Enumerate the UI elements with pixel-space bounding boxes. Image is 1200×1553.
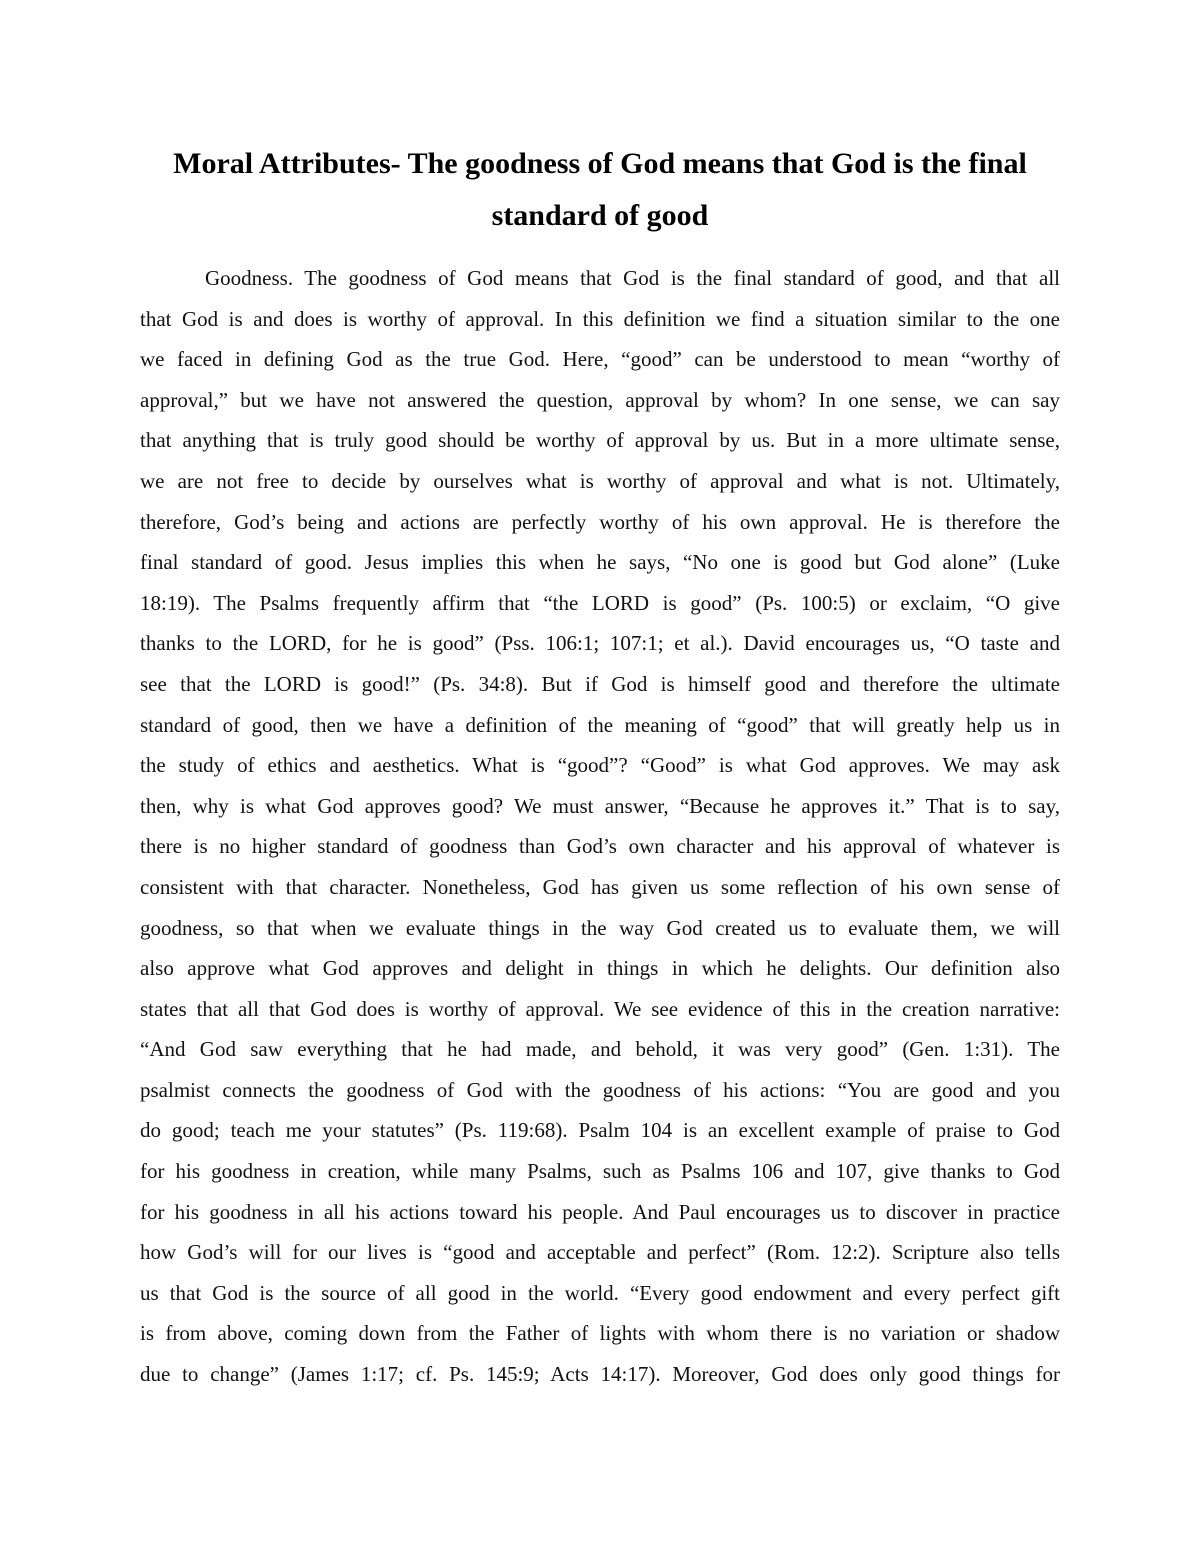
body-line: is from above, coming down from the Father of lights with whom there is no variation or shadow xyxy=(140,1321,1060,1346)
body-line: how God’s will for our lives is “good and acceptable and perfect” (Rom. 12:2). Scripture also tells xyxy=(140,1240,1060,1265)
body-line: approval,” but we have not answered the question, approval by whom? In one sense, we can say xyxy=(140,387,1060,412)
body-line: states that all that God does is worthy of approval. We see evidence of this in the creation narrative: xyxy=(140,996,1060,1021)
title-line-1: Moral Attributes- The goodness of God means that God is the final xyxy=(173,147,1027,180)
body-line: “And God saw everything that he had made, and behold, it was very good” (Gen. 1:31). The xyxy=(140,1037,1060,1062)
body-line: the study of ethics and aesthetics. What is “good”? “Good” is what God approves. We may ask xyxy=(140,753,1060,778)
body-line: goodness, so that when we evaluate things in the way God created us to evaluate them, we will xyxy=(140,915,1060,940)
body-line: that anything that is truly good should be worthy of approval by us. But in a more ultimate sense, xyxy=(140,428,1060,453)
document-title xyxy=(100,138,1100,242)
body-line: then, why is what God approves good? We must answer, “Because he approves it.” That is to say, xyxy=(140,793,1060,818)
body-line: for his goodness in all his actions toward his people. And Paul encourages us to discover in practice xyxy=(140,1199,1060,1224)
body-line: us that God is the source of all good in the world. “Every good endowment and every perfect gift xyxy=(140,1280,1060,1305)
body-line: we faced in defining God as the true God. Here, “good” can be understood to mean “worthy of xyxy=(140,347,1060,372)
body-line: consistent with that character. Nonetheless, God has given us some reflection of his own sense of xyxy=(140,874,1060,899)
title-line-2: standard of good xyxy=(491,199,709,232)
body-paragraph xyxy=(140,258,1060,1395)
body-line: thanks to the LORD, for he is good” (Pss. 106:1; 107:1; et al.). David encourages us, “O taste and xyxy=(140,631,1060,656)
body-line: due to change” (James 1:17; cf. Ps. 145:9; Acts 14:17). Moreover, God does only good things for xyxy=(140,1362,1060,1387)
body-line: we are not free to decide by ourselves what is worthy of approval and what is not. Ultimately, xyxy=(140,468,1060,493)
body-line: standard of good, then we have a definition of the meaning of “good” that will greatly help us in xyxy=(140,712,1060,737)
body-line: also approve what God approves and delight in things in which he delights. Our definition also xyxy=(140,956,1060,981)
body-line: do good; teach me your statutes” (Ps. 119:68). Psalm 104 is an excellent example of praise to God xyxy=(140,1118,1060,1143)
body-line: see that the LORD is good!” (Ps. 34:8). But if God is himself good and therefore the ultimate xyxy=(140,671,1060,696)
body-line: Goodness. The goodness of God means that God is the final standard of good, and that all xyxy=(205,266,1060,290)
body-line: final standard of good. Jesus implies this when he says, “No one is good but God alone” (Luke xyxy=(140,550,1060,575)
body-line: that God is and does is worthy of approval. In this definition we find a situation similar to the one xyxy=(140,306,1060,331)
body-line: for his goodness in creation, while many Psalms, such as Psalms 106 and 107, give thanks to God xyxy=(140,1159,1060,1184)
body-line: 18:19). The Psalms frequently affirm that “the LORD is good” (Ps. 100:5) or exclaim, “O give xyxy=(140,590,1060,615)
body-line: there is no higher standard of goodness than God’s own character and his approval of whatever is xyxy=(140,834,1060,859)
body-line: therefore, God’s being and actions are perfectly worthy of his own approval. He is therefore the xyxy=(140,509,1060,534)
body-line: psalmist connects the goodness of God with the goodness of his actions: “You are good and you xyxy=(140,1077,1060,1102)
